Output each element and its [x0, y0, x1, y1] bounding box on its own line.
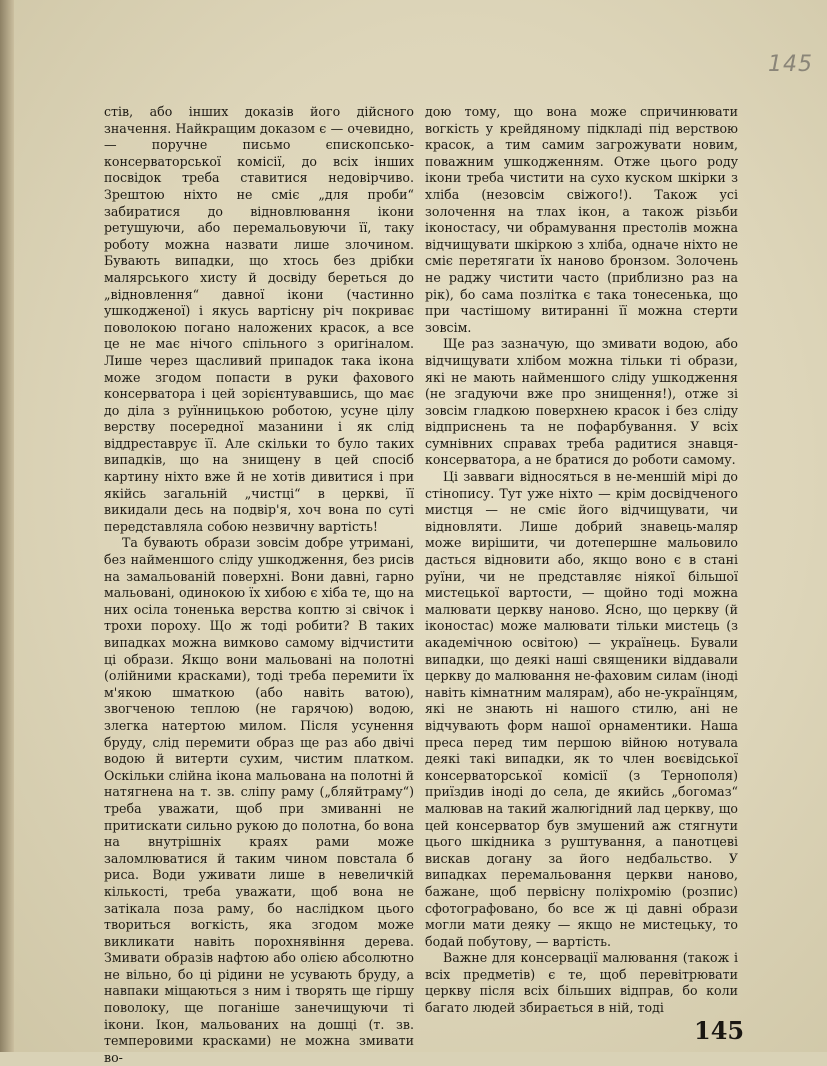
paragraph: Та бувають образи зовсім добре утримані, без найменшого сліду ушкодження, без рисів на замальованій поверхні. Вони давні, гарно мальовані, одинокою їх хибою є хіба те, що на них осіла тоненька верства коптю зі свічок і трохи пороху. Що ж тоді робити? В таких випадках можна вимково самому відчистити ці образи. Якщо вони мальовані на полотні (олійними красками), тоді треба перемити їх м'якою шматкою (або навіть ватою), звогченою теплою (не гарячою) водою, злегка натертою милом. Після усунення бруду, слід перемити образ ще раз або двічі водою й витерти сухим, чистим платком. Оскільки слійна ікона мальована на полотні й натягнена на т. зв. сліпу раму („бляйтраму“) треба уважати, щоб при змиванні не притискати сильно рукою до полотна, бо вона на внутрішніх краях рами може заломлюватися й таким чином повстала б риса. Води уживати лише в невеличкій кількості, треба уважати, щоб вона не затікала поза раму, бо наслідком цього твориться вогкість, яка згодом може викликати навіть порохнявіння дерева. Змивати образів нафтою або олією абсолютно не вільно, бо ці рідини не усувають бруду, а навпаки міщаються з ним і творять ще гіршу поволоку, ще поганіше занечищуючи ті ікони. Ікон, мальованих на дошці (т. зв. темперовими красками) не можна змивати во- — [104, 535, 414, 1065]
paragraph: Ці завваги відносяться в не-меншій мірі до стінопису. Тут уже ніхто — крім досвідченого мистця — не сміє його відчищувати, чи відновляти. Лише добрий знавець-маляр може вирішити, чи дотепершне мальовило дасться відновити або, якщо воно є в стані руїни, чи не представляє ніякої більшої мистецької вартости, — щойно тоді можна малювати церкву наново. Ясно, що церкву (й іконостас) може малювати тільки мистець (з академічною освітою) — українець. Бували випадки, що деякі наші священики віддавали церкву до малювання не-фаховим силам (іноді навіть кімнатним малярам), або не-українцям, які не знають ні нашого стилю, ані не відчувають форм нашої орнаментики. Наша преса перед тим першою війною нотувала деякі такі випадки, як то член воєвідської консерваторської комісії (з Тернополя) приїздив іноді до села, де якийсь „богомаз“ малював на такий жалюгідний лад церкву, що цей консерватор був змушений аж стягнути цього шкідника з руштування, а панотцеві вискав догану за його недбальство. У випадках перемальовання церкви наново, бажане, щоб первісну поліхромію (розпис) сфотографовано, бо все ж ці давні образи могли мати деяку — якщо не мистецьку, то бодай побутову, — вартість. — [425, 469, 738, 949]
pencil-margin-note: 145 — [768, 52, 813, 77]
text-column-left — [104, 104, 414, 1066]
paragraph: Ще раз зазначую, що змивати водою, або відчищувати хлібом можна тільки ті образи, які не мають найменшого сліду ушкодження (не згадуючи вже про знищення!), отже зі зовсім гладкою поверхнею красок і без сліду відприснень та не пофарбування. У всіх сумнівних справах треба радитися знавця-консерватора, а не братися до роботи самому. — [425, 336, 738, 468]
paragraph: дою тому, що вона може спричинювати вогкість у крейдяному підкладі під верствою красок, а тим самим загрожувати новим, поважним ушкодженням. Отже цього роду ікони треба чистити на сухо куском шкірки з хліба (незовсім свіжого!). Також усі золочення на тлах ікон, а також різьби іконостасу, чи обрамування престолів можна відчищувати шкіркою з хліба, одначе ніхто не сміє перетягати їх наново бронзом. Золочень не раджу чистити часто (приблизно раз на рік), бо сама позлітка є така тонесенька, що при частішому витиранні її можна стерти зовсім. — [425, 104, 738, 335]
paragraph: стів, або інших доказів його дійсного значення. Найкращим доказом є — очевидно, — поручне письмо єпископсько-консерваторської комісії, до всіх інших посвідок треба ставитися недовірчиво. Зрештою ніхто не сміє „для проби“ забиратися до відновлювання ікони ретушуючи, або перемальовуючи її, таку роботу можна назвати лише злочином. Бувають випадки, що хтось без дрібки малярського хисту й досвіду береться до „відновлення“ давної ікони (частинно ушкодженої) і якусь вартісну річ покриває поволокою погано наложених красок, а все це не має нічого спільного з оригіналом. Лише через щасливий припадок така ікона може згодом попасти в руки фахового консерватора і цей зорієнтувавшись, що має до діла з руїнницькою роботою, усуне цілу верству посередної мазанини і як слід віддреставрує її. Але скільки то було таких випадків, що на знищену в цей спосіб картину ніхто вже й не хотів дивитися і при якійсь загальній „чистці“ в церкві, її викидали десь на подвір'я, хоч вона по суті передставляла собою незвичну вартість! — [104, 104, 414, 534]
text-column-right — [425, 104, 738, 1017]
page-edge-shadow — [0, 0, 14, 1052]
page-number: 145 — [694, 1016, 745, 1045]
paragraph: Важне для консервації малювання (також і всіх предметів) є те, щоб перевітрювати церкву після всіх більших відправ, бо коли багато людей збирається в ній, тоді — [425, 950, 738, 1016]
